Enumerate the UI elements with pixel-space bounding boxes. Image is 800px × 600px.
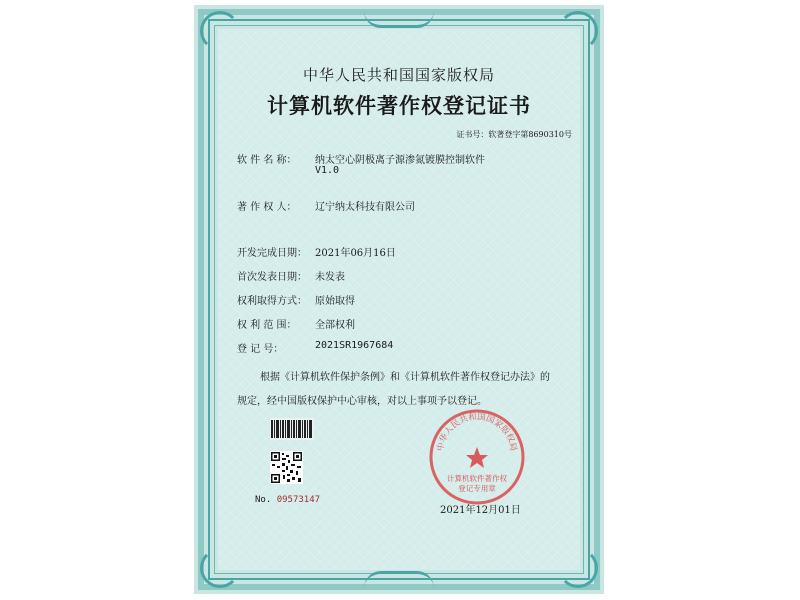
- certificate-number-label: 证书号：: [456, 130, 489, 139]
- field-value-owner: 辽宁纳太科技有限公司: [315, 202, 415, 213]
- corner-ornament-bottom-right: [558, 548, 598, 588]
- field-label-scope: 权 利 范 围：: [237, 320, 297, 331]
- field-value-software-name: 纳太空心阴极离子源渗氮镀膜控制软件: [315, 155, 485, 166]
- certificate: [194, 5, 604, 594]
- serial-value: 09573147: [276, 495, 321, 505]
- issue-date: 2021年12月01日: [440, 505, 521, 516]
- svg-text:登记专用章: 登记专用章: [458, 484, 496, 493]
- field-value-completion-date: 2021年06月16日: [315, 248, 396, 259]
- bottom-ornament: [364, 571, 434, 588]
- serial-label: No.: [255, 495, 272, 505]
- field-value-version: V1.0: [315, 165, 340, 176]
- svg-text:中华人民共和国国家版权局: 中华人民共和国国家版权局: [435, 412, 519, 452]
- statement-line-1: 根据《计算机软件保护条例》和《计算机软件著作权登记办法》的: [260, 372, 550, 383]
- field-label-registration-no: 登 记 号：: [237, 344, 284, 355]
- top-ornament: [364, 11, 434, 28]
- corner-ornament-top-right: [558, 11, 598, 51]
- certificate-number-value: 软著登字第8690310号: [488, 130, 572, 139]
- barcode-icon: [270, 418, 314, 440]
- field-value-scope: 全部权利: [315, 320, 355, 331]
- field-label-acquisition: 权利取得方式：: [237, 296, 307, 307]
- field-value-acquisition: 原始取得: [315, 296, 355, 307]
- certificate-number: [456, 129, 572, 140]
- qr-code-icon: [270, 451, 303, 484]
- field-label-owner: 著 作 权 人：: [237, 202, 297, 213]
- field-label-publication-date: 首次发表日期：: [237, 272, 307, 283]
- issuer-name: 中华人民共和国国家版权局: [302, 66, 495, 84]
- certificate-title: 计算机软件著作权登记证书: [267, 93, 531, 118]
- serial-number: [255, 495, 320, 505]
- svg-text:计算机软件著作权: 计算机软件著作权: [447, 474, 507, 483]
- official-seal: [427, 407, 527, 507]
- field-value-registration-no: 2021SR1967684: [315, 340, 394, 351]
- statement-line-2: 规定，经中国版权保护中心审核，对以上事项予以登记。: [237, 396, 487, 407]
- field-label-software-name: 软 件 名 称：: [237, 155, 297, 166]
- corner-ornament-bottom-left: [200, 548, 240, 588]
- field-label-completion-date: 开发完成日期：: [237, 248, 307, 259]
- corner-ornament-top-left: [200, 11, 240, 51]
- field-value-publication-date: 未发表: [315, 272, 345, 283]
